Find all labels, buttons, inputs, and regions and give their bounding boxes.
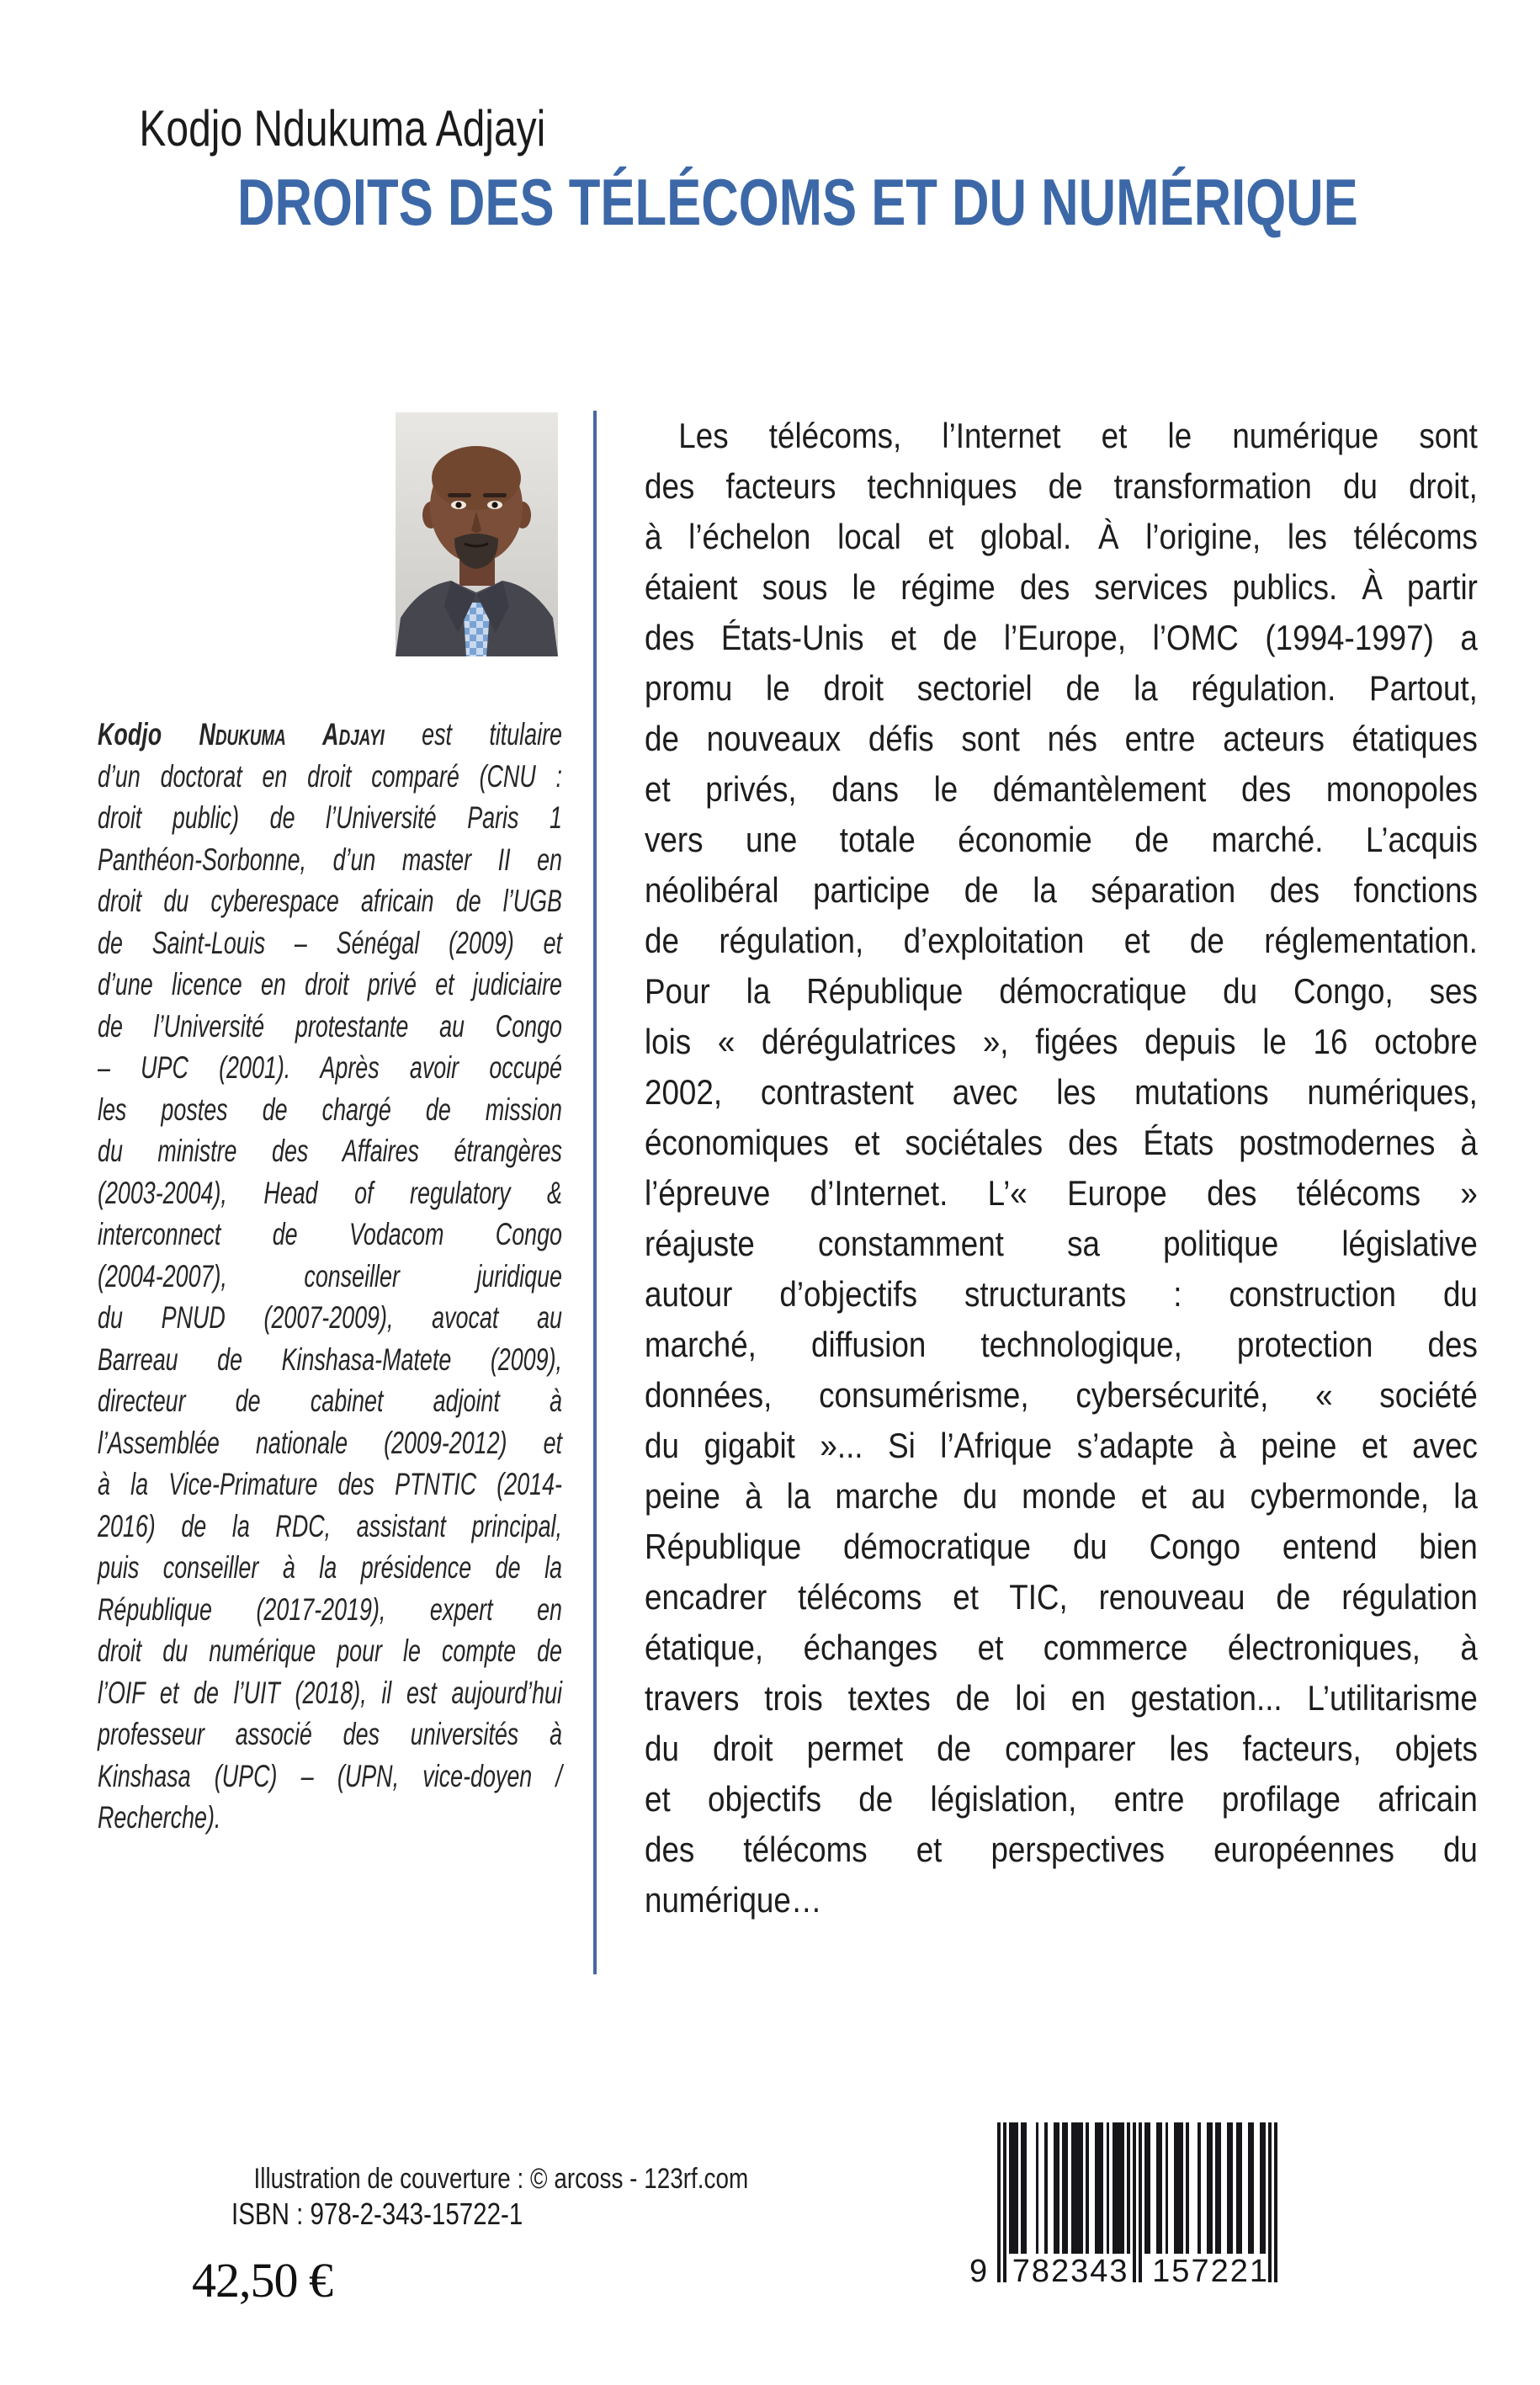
bio-lines: d’un doctorat en droit comparé (CNU : droit public) de l’Université Paris 1 Panthéon-Sorbonne, d’un master II en droit du cyberespace africain de l’UGB de Saint-Louis – Sénégal (2009) et d’une licence en droit privé et judiciaire de l’Université protestante au Congo – UPC (2001). Après avoir occupé les postes de chargé de mission du ministre des Affaires étrangères (2003-2004), Head of regulatory & interconnect de Vodacom Congo (2004-2007), conseiller juridique du PNUD (2007-2009), avocat au Barreau de Kinshasa-Matete (2009), directeur de cabinet adjoint à l’Assemblée nationale (2009-2012) et à la Vice-Primature des PTNTIC (2014- 2016) de la RDC, assistant principal, puis conseiller à la présidence de la République (2017-2019), expert en droit du numérique pour le compte de l’OIF et de l’UIT (2018), il est aujourd’hui professeur associé des universités à Kinshasa (UPC) – (UPN, vice-doyen / Recherche).: [98, 758, 562, 1835]
author-name: Kodjo Ndukuma Adjayi: [139, 100, 546, 157]
barcode-digits-left: 782343: [1012, 2254, 1129, 2289]
book-title: DROITS DES TÉLÉCOMS ET DU NUMÉRIQUE: [237, 165, 1358, 239]
price: 42,50 €: [192, 2253, 332, 2308]
bio-author-last-names: Ndukuma Adjayi: [199, 717, 385, 752]
barcode-digits-right: 157221: [1152, 2254, 1269, 2289]
author-photo: [396, 412, 558, 656]
column-divider: [593, 411, 597, 1974]
bio-first-line-rest: est titulaire: [384, 717, 562, 752]
book-summary: [645, 411, 1478, 1938]
cover-illustration-credit: Illustration de couverture : © arcoss - 123rf.com: [253, 2163, 749, 2195]
isbn: ISBN : 978-2-343-15722-1: [231, 2196, 523, 2231]
author-portrait-illustration: [396, 412, 558, 656]
author-bio: [98, 714, 562, 1858]
bio-author-first-name: Kodjo: [98, 717, 199, 752]
book-summary-lines: Les télécoms, l’Internet et le numérique sont des facteurs techniques de transformation du droit, à l’échelon local et global. À l’origine, les télécoms étaient sous le régime des services publics. À partir des États-Unis et de l’Europe, l’OMC (1994-1997) a promu le droit sectoriel de la régulation. Partout, de nouveaux défis sont nés entre acteurs étatiques et privés, dans le démantèlement des monopoles vers une totale économie de marché. L’acquis néolibéral participe de la séparation des fonctions de régulation, d’exploitation et de réglementation. Pour la République démocratique du Congo, ses lois « dérégulatrices », figées depuis le 16 octobre 2002, contrastent avec les mutations numériques, économiques et sociétales des États postmodernes à l’épreuve d’Internet. L’« Europe des télécoms » réajuste constamment sa politique législative autour d’objectifs structurants : construction du marché, diffusion technologique, protection des données, consumérisme, cybersécurité, « société du gigabit »... Si l’Afrique s’adapte à peine et avec peine à la marche du monde et au cybermonde, la République démocratique du Congo entend bien encadrer télécoms et TIC, renouveau de régulation étatique, échanges et commerce électroniques, à travers trois textes de loi en gestation... L’utilitarisme du droit permet de comparer les facteurs, objets et objectifs de législation, entre profilage africain des télécoms et perspectives européennes du numérique…: [645, 416, 1478, 1920]
barcode-digits: [969, 2254, 1269, 2290]
bio-first-line: [98, 714, 562, 756]
barcode-digit-lead: 9: [969, 2254, 990, 2289]
